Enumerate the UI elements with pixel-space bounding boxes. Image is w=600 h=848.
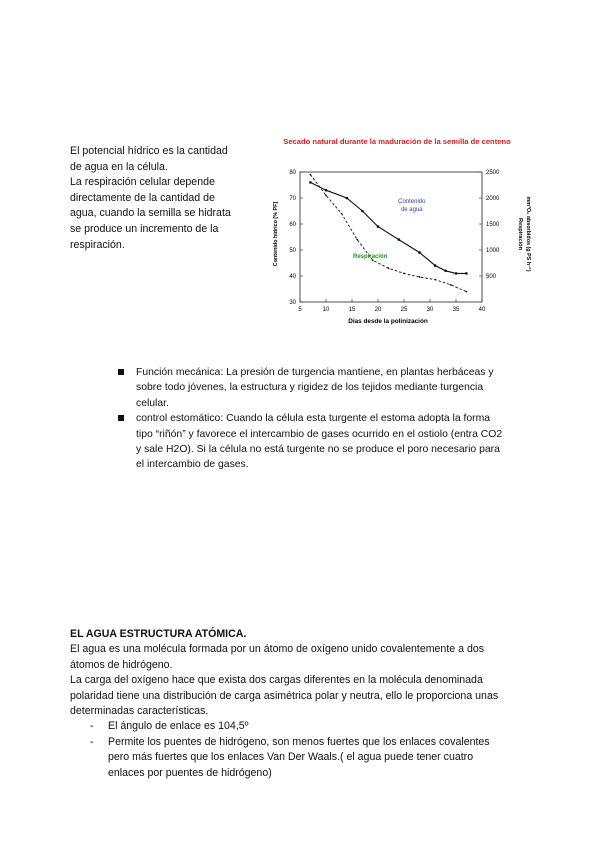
paragraph-line: La carga del oxígeno hace que exista dos cargas diferentes en la molécula denominada	[70, 674, 483, 687]
water-structure-section	[70, 627, 540, 781]
y-axis-left-label: Contenido hídrico [% PF]	[273, 201, 279, 267]
bullet-line: y sale H2O). Si la célula no está turgente no se produce el poro necesario para	[136, 444, 500, 456]
y-left-tick-label: 30	[289, 300, 296, 306]
dash-line: El ángulo de enlace es 104,5º	[108, 720, 249, 733]
respiration-point	[466, 291, 468, 293]
bullet-line: control estomático: Cuando la célula esta turgente el estoma adopta la forma	[136, 413, 491, 425]
y-left-tick-label: 60	[289, 222, 296, 228]
x-tick-label: 25	[400, 307, 408, 313]
water-content-point	[377, 225, 380, 228]
bullet-item-mechanical	[118, 365, 508, 411]
respiration-point	[388, 267, 390, 269]
respiration-point	[310, 174, 312, 176]
water-content-point	[418, 251, 421, 254]
x-tick-label: 10	[322, 307, 330, 313]
intro-line: agua, cuando la semilla se hidrata	[70, 207, 231, 220]
y-right-tick-label: 1000	[486, 248, 500, 254]
rye-seed-drying-chart	[255, 130, 540, 330]
intro-line: se produce un incremento de la	[70, 222, 219, 235]
water-content-line	[310, 182, 466, 273]
paragraph-line: polaridad tiene una distribución de carga asimétrica polar y neutra, ello le proporciona unas	[70, 689, 499, 702]
dash-line: Permite los puentes de hidrógeno, son menos fuertes que los enlaces covalentes	[108, 735, 490, 748]
bullet-item-stomatal	[118, 411, 508, 473]
water-content-point	[444, 270, 447, 273]
y-right-tick-label: 500	[486, 274, 497, 280]
bullet-line: sobre todo jóvenes, la estructura y rigidez de los tejidos mediante turgencia	[136, 382, 484, 394]
respiration-point	[434, 279, 436, 281]
x-tick-label: 40	[478, 307, 486, 313]
chart-axes	[289, 170, 500, 313]
square-bullet-icon	[118, 369, 124, 375]
intro-line: La respiración celular depende	[70, 176, 215, 189]
y-left-tick-label: 70	[289, 196, 296, 202]
paragraph-line: átomos de hidrógeno.	[70, 658, 173, 671]
paragraph-line: El agua es una molécula formada por un átomo de oxígeno unido covalentemente a dos	[70, 643, 485, 656]
plot-frame	[300, 172, 482, 302]
x-tick-label: 15	[348, 307, 356, 313]
water-content-point	[455, 272, 458, 275]
y-right-tick-label: 2000	[486, 196, 500, 202]
water-content-point	[325, 189, 328, 192]
chart-series	[309, 174, 468, 293]
water-content-label: Contenido	[398, 199, 426, 206]
water-content-point	[398, 238, 401, 241]
x-tick-label: 20	[374, 307, 382, 313]
intro-line: de agua en la célula.	[70, 160, 168, 173]
chart-title: Secado natural durante la maduración de la semilla de centeno	[283, 137, 511, 146]
respiration-label: Respiración	[353, 253, 388, 260]
dash-marker: -	[90, 720, 94, 733]
water-content-point	[346, 197, 349, 200]
y-left-tick-label: 50	[289, 248, 296, 254]
paragraph-line: determinadas características.	[70, 705, 209, 718]
dash-marker: -	[90, 735, 94, 748]
bullet-line: el intercambio de gases.	[136, 459, 249, 471]
water-content-point	[465, 272, 468, 275]
square-bullet-icon	[118, 415, 124, 421]
respiration-point	[325, 195, 327, 197]
respiration-point	[341, 213, 343, 215]
dash-line: pero más fuertes que los enlaces Van Der Waals.( el agua puede tener cuatro	[108, 751, 474, 764]
respiration-point	[419, 276, 421, 278]
x-tick-label: 30	[426, 307, 434, 313]
intro-line: El potencial hídrico es la cantidad	[70, 145, 228, 157]
water-content-label: de agua	[400, 207, 423, 214]
water-content-point	[434, 264, 437, 267]
bullet-list	[118, 365, 508, 473]
dash-item-hydrogen-bonds	[70, 735, 540, 781]
respiration-point	[450, 284, 452, 286]
y-left-tick-label: 80	[289, 170, 296, 176]
respiration-point	[356, 239, 358, 241]
section-paragraph-1	[70, 642, 540, 673]
bullet-line: celular.	[136, 397, 169, 409]
bullet-line: tipo “riñón” y favorece el intercambio de gases ocurrido en el ostiolo (entra CO2	[136, 428, 503, 440]
y-right-tick-label: 2500	[486, 170, 500, 176]
intro-line: directamente de la cantidad de	[70, 191, 215, 204]
intro-line: respiración.	[70, 238, 125, 251]
water-content-point	[361, 210, 364, 213]
respiration-point	[403, 273, 405, 275]
y-axis-right-label-2: mm³O₂ absorbidos (g PS h⁻¹)	[525, 196, 531, 272]
x-tick-label: 35	[452, 307, 460, 313]
section-paragraph-2	[70, 673, 540, 719]
dash-item-angle	[70, 719, 540, 734]
x-tick-label: 5	[298, 307, 302, 313]
y-right-tick-label: 1500	[486, 222, 500, 228]
y-left-tick-label: 40	[289, 274, 296, 280]
section-heading: EL AGUA ESTRUCTURA ATÓMICA.	[70, 628, 247, 640]
water-content-point	[309, 181, 312, 184]
y-axis-right-label-1: Respiración	[517, 217, 523, 251]
intro-paragraph	[70, 144, 270, 253]
bullet-line: Función mecánica: La presión de turgencia mantiene, en plantas herbáceas y	[136, 367, 494, 378]
dash-line: enlaces por puentes de hidrógeno)	[108, 766, 272, 779]
x-axis-label: Días desde la polinización	[348, 318, 428, 325]
dash-list	[70, 719, 540, 781]
